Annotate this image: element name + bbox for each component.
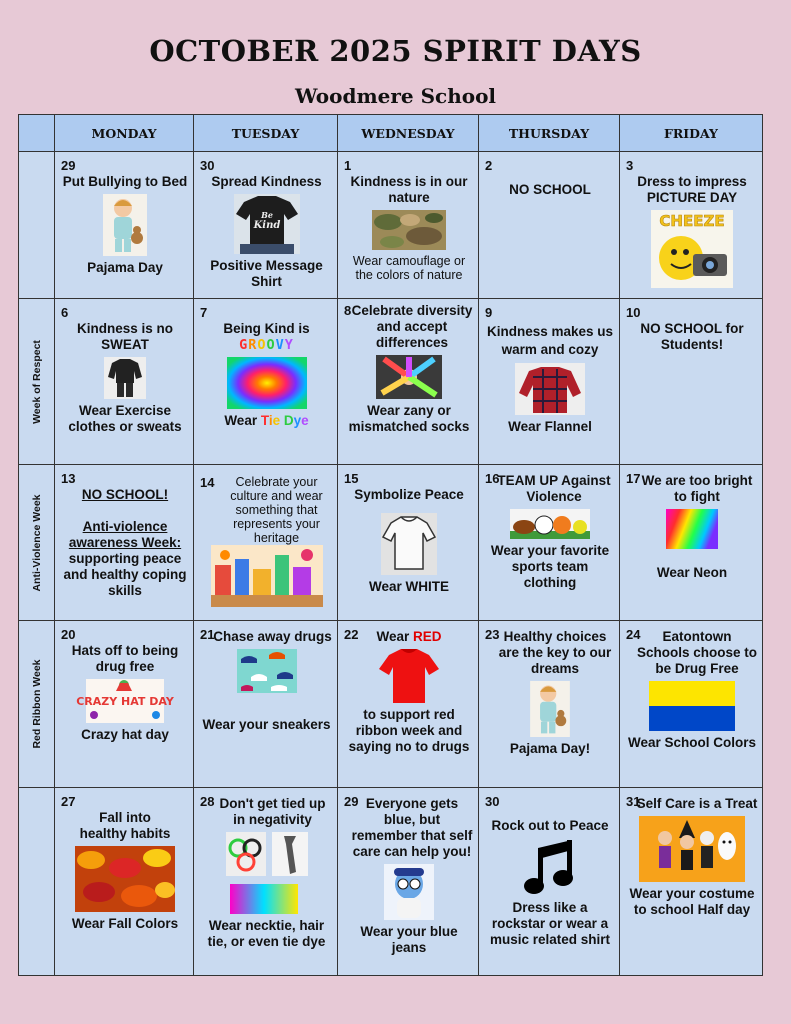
theme-text: Self Care is a Treat — [636, 796, 758, 811]
date-number: 10 — [626, 305, 641, 320]
school-name: Woodmere School — [294, 84, 497, 108]
day-cell — [479, 299, 620, 465]
no-school-text: NO SCHOOL! — [81, 487, 169, 502]
date-number: 8 — [344, 303, 352, 318]
cheeze-text: CHEEZE — [659, 212, 725, 230]
day-cell — [479, 152, 620, 299]
day-cell — [620, 621, 763, 788]
dress-instruction — [200, 413, 333, 429]
day-cell — [479, 621, 620, 788]
theme-text: Kindness is in our nature — [350, 174, 468, 205]
weekday-header-row — [19, 115, 763, 152]
day-cell — [55, 788, 194, 976]
theme-text: Kindness makes us warm and cozy — [486, 324, 614, 357]
week-row — [19, 152, 763, 299]
day-cell — [55, 621, 194, 788]
wear-text: Wear — [224, 413, 261, 428]
dress-instruction: Wear your blue jeans — [360, 924, 458, 955]
dress-instruction: Wear camouflage or the colors of nature — [352, 254, 466, 282]
socks-icon — [376, 355, 442, 399]
week-row — [19, 621, 763, 788]
dress-instruction: to support red ribbon week and saying no to drugs — [348, 707, 470, 754]
theme-text: We are too bright to fight — [641, 473, 753, 504]
camouflage-icon — [372, 210, 446, 250]
theme-text: Fall into healthy habits — [79, 810, 171, 841]
dress-instruction: Wear Exercise clothes or sweats — [68, 403, 182, 434]
dress-instruction: Wear zany or mismatched socks — [348, 403, 470, 434]
week-row — [19, 299, 763, 465]
date-number: 29 — [344, 794, 359, 809]
page-title: OCTOBER 2025 SPIRIT DAYS — [149, 34, 642, 68]
week-label-cell — [19, 465, 55, 621]
date-number: 29 — [61, 158, 76, 173]
awareness-week-text: Anti-violence awareness Week: — [68, 519, 182, 550]
day-cell — [194, 299, 338, 465]
dress-instruction: Positive Message Shirt — [210, 258, 323, 289]
date-number: 2 — [485, 158, 493, 173]
dress-instruction: Wear School Colors — [627, 735, 757, 750]
date-number: 13 — [61, 471, 76, 486]
tie-dye-text: Tie Dye — [260, 413, 309, 428]
theme-text: Kindness is no SWEAT — [76, 321, 174, 352]
date-number: 21 — [200, 627, 215, 642]
red-shirt-icon — [377, 649, 441, 703]
dress-instruction: Wear Fall Colors — [71, 916, 179, 931]
theme-text: Celebrate your culture and wear something that represents your heritage — [230, 475, 323, 545]
date-number: 23 — [485, 627, 500, 642]
day-cell — [338, 152, 479, 299]
tie-dye-icon — [227, 357, 307, 409]
sports-balls-icon — [510, 509, 590, 539]
day-cell — [338, 621, 479, 788]
dress-instruction: Pajama Day — [87, 260, 163, 275]
dress-instruction: Pajama Day! — [509, 741, 591, 756]
day-cell — [620, 788, 763, 976]
date-number: 27 — [61, 794, 76, 809]
theme-text: Rock out to Peace — [491, 818, 609, 833]
red-text: RED — [413, 629, 442, 644]
day-cell — [620, 465, 763, 621]
theme-text: Put Bullying to Bed — [62, 174, 188, 189]
date-number: 28 — [200, 794, 215, 809]
date-number: 16 — [485, 471, 500, 486]
groovy-rainbow: GROOVY — [239, 337, 294, 353]
theme-text: Symbolize Peace — [354, 487, 464, 502]
date-number: 6 — [61, 305, 69, 320]
no-school-text: NO SCHOOL for Students! — [640, 321, 744, 352]
svg-text:Kind: Kind — [253, 220, 280, 231]
dress-instruction: Wear Neon — [656, 565, 728, 580]
theme-text: Chase away drugs — [213, 629, 332, 644]
date-number: 20 — [61, 627, 76, 642]
theme-text: Spread Kindness — [211, 174, 322, 189]
no-school-text: NO SCHOOL — [509, 182, 591, 197]
school-colors-flag-icon — [649, 681, 735, 731]
week-label: Red Ribbon Week — [30, 659, 43, 749]
dress-instruction: Wear your sneakers — [202, 717, 331, 732]
day-cell — [338, 299, 479, 465]
day-cell — [55, 299, 194, 465]
day-cell — [194, 788, 338, 976]
groovy-text — [200, 337, 333, 353]
crazy-hat-icon — [76, 679, 174, 723]
flannel-shirt-icon — [515, 363, 585, 415]
week-label: Anti-Violence Week — [30, 493, 43, 592]
dress-instruction: Wear Flannel — [508, 419, 592, 434]
day-cell — [479, 788, 620, 976]
theme-text: Healthy choices are the key to our dreams — [498, 629, 612, 676]
day-cell — [194, 621, 338, 788]
day-cell — [194, 152, 338, 299]
date-number: 15 — [344, 471, 359, 486]
date-number: 22 — [344, 627, 359, 642]
dress-instruction: Wear necktie, hair tie, or even tie dye — [207, 918, 326, 949]
date-number: 9 — [485, 305, 493, 320]
day-cell — [55, 465, 194, 621]
theme-text: supporting peace and healthy coping skills — [63, 551, 187, 598]
theme-text: Don't get tied up in negativity — [219, 796, 326, 827]
day-cell — [55, 152, 194, 299]
date-number: 17 — [626, 471, 641, 486]
wear-text: Wear — [376, 629, 413, 644]
dress-instruction: Wear your favorite sports team clothing — [490, 543, 610, 590]
culture-collage-icon — [211, 545, 323, 607]
week-label-cell — [19, 299, 55, 465]
fall-leaves-icon — [75, 846, 175, 912]
date-number: 7 — [200, 305, 208, 320]
date-number: 24 — [626, 627, 641, 642]
dress-instruction: Wear your costume to school Half day — [629, 886, 755, 917]
dress-instruction: Dress like a rockstar or wear a music related shirt — [489, 900, 611, 947]
theme-text: TEAM UP Against Violence — [497, 473, 611, 504]
hair-tie-necktie-icon — [226, 832, 308, 914]
day-header-monday: MONDAY — [55, 115, 194, 152]
week-row — [19, 788, 763, 976]
calendar-table — [18, 114, 763, 976]
date-number: 14 — [200, 475, 215, 490]
svg-text:Be: Be — [260, 210, 273, 220]
week-label-cell — [19, 621, 55, 788]
day-header-friday: FRIDAY — [620, 115, 763, 152]
date-number: 30 — [485, 794, 500, 809]
costume-kids-icon — [639, 816, 745, 882]
week-row — [19, 465, 763, 621]
day-cell — [479, 465, 620, 621]
pajama-kid-icon — [103, 194, 147, 256]
day-header-wednesday: WEDNESDAY — [338, 115, 479, 152]
theme-text: Celebrate diversity and accept differences — [351, 303, 473, 350]
dress-instruction: Wear WHITE — [368, 579, 449, 594]
sadness-character-icon — [384, 864, 434, 920]
sneaker-pattern-icon — [237, 649, 297, 693]
cheese-camera-icon — [651, 210, 733, 288]
week-label: Week of Respect — [30, 339, 43, 424]
white-shirt-icon — [381, 513, 437, 575]
theme-text — [344, 629, 474, 645]
day-cell — [338, 788, 479, 976]
theme-text: Eatontown Schools choose to be Drug Free — [636, 629, 758, 676]
day-cell — [620, 152, 763, 299]
dress-instruction: Crazy hat day — [81, 727, 169, 742]
date-number: 31 — [626, 794, 641, 809]
theme-text: Dress to impress PICTURE DAY — [637, 174, 747, 205]
day-cell — [338, 465, 479, 621]
theme-text: Hats off to being drug free — [71, 643, 179, 674]
pajama-kid-icon — [530, 681, 570, 737]
neon-gradient-icon — [666, 509, 718, 549]
week-label-cell — [19, 152, 55, 299]
theme-text: Being Kind is — [223, 321, 310, 336]
day-header-thursday: THURSDAY — [479, 115, 620, 152]
theme-text: Everyone gets blue, but remember that self care can help you! — [351, 796, 473, 859]
sweatsuit-icon — [104, 357, 146, 399]
crazy-hat-text: CRAZY HAT DAY — [76, 695, 174, 708]
day-header-tuesday: TUESDAY — [194, 115, 338, 152]
corner-cell — [19, 115, 55, 152]
day-cell — [194, 465, 338, 621]
week-label-cell — [19, 788, 55, 976]
date-number: 30 — [200, 158, 215, 173]
music-note-icon — [522, 838, 578, 896]
day-cell — [620, 299, 763, 465]
date-number: 3 — [626, 158, 634, 173]
be-kind-shirt-icon — [234, 194, 300, 254]
date-number: 1 — [344, 158, 352, 173]
